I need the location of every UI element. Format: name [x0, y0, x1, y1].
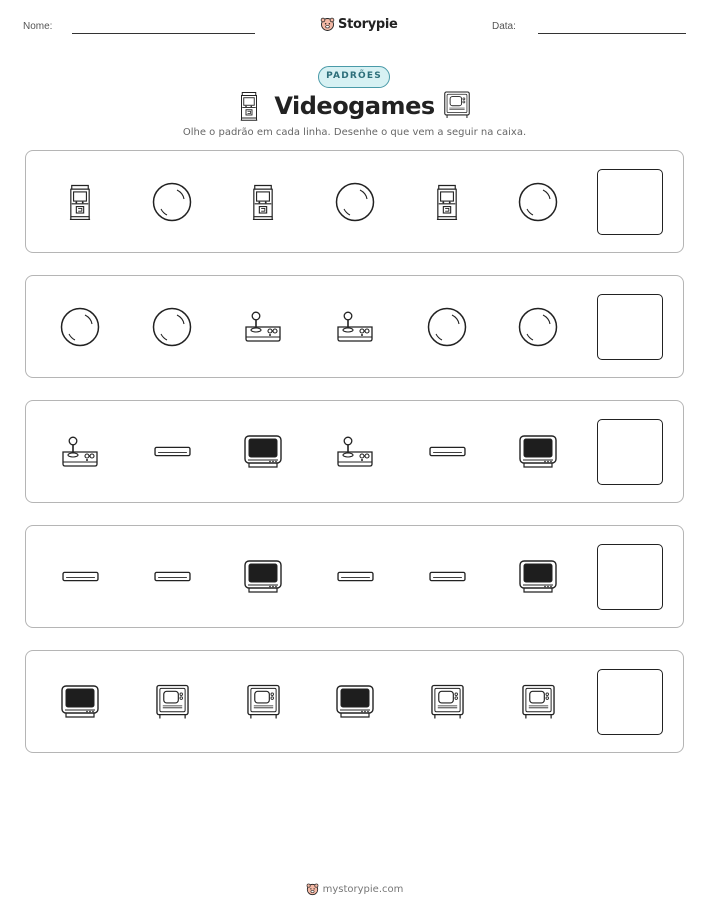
cartridge-icon — [325, 526, 385, 627]
pattern-row — [25, 400, 684, 503]
name-field-line[interactable] — [72, 33, 255, 34]
bubble-icon — [325, 151, 385, 252]
crt-monitor-icon — [233, 526, 293, 627]
instructions: Olhe o padrão em cada linha. Desenhe o que vem a seguir na caixa. — [182, 127, 527, 138]
answer-box[interactable] — [597, 294, 663, 360]
brand-name: Storypie — [338, 16, 398, 32]
mascot-icon — [306, 883, 319, 896]
answer-box[interactable] — [597, 669, 663, 735]
retro-tv-icon — [142, 651, 202, 752]
joystick-icon — [233, 276, 293, 377]
date-field-line[interactable] — [538, 33, 686, 34]
name-label: Nome: — [23, 21, 53, 32]
arcade-cabinet-icon — [417, 151, 477, 252]
crt-monitor-icon — [508, 526, 568, 627]
crt-monitor-icon — [233, 401, 293, 502]
pattern-row — [25, 525, 684, 628]
retro-tv-icon — [444, 91, 470, 119]
brand-logo — [320, 14, 398, 34]
answer-box[interactable] — [597, 544, 663, 610]
arcade-cabinet-icon — [50, 151, 110, 252]
worksheet-header — [0, 14, 709, 44]
arcade-cabinet-icon — [233, 151, 293, 252]
cartridge-icon — [142, 401, 202, 502]
cartridge-icon — [417, 401, 477, 502]
bubble-icon — [508, 151, 568, 252]
mascot-icon — [320, 17, 335, 32]
pattern-row — [25, 150, 684, 253]
bubble-icon — [508, 276, 568, 377]
category-badge: PADRÕES — [318, 66, 390, 88]
cartridge-icon — [142, 526, 202, 627]
joystick-icon — [325, 276, 385, 377]
footer — [0, 880, 709, 898]
joystick-icon — [325, 401, 385, 502]
bubble-icon — [50, 276, 110, 377]
cartridge-icon — [417, 526, 477, 627]
retro-tv-icon — [417, 651, 477, 752]
retro-tv-icon — [508, 651, 568, 752]
bubble-icon — [142, 151, 202, 252]
crt-monitor-icon — [508, 401, 568, 502]
page-title: Videogames — [274, 92, 435, 120]
answer-box[interactable] — [597, 169, 663, 235]
bubble-icon — [417, 276, 477, 377]
pattern-row — [25, 275, 684, 378]
crt-monitor-icon — [50, 651, 110, 752]
pattern-row — [25, 650, 684, 753]
answer-box[interactable] — [597, 419, 663, 485]
joystick-icon — [50, 401, 110, 502]
retro-tv-icon — [233, 651, 293, 752]
bubble-icon — [142, 276, 202, 377]
footer-url: mystorypie.com — [322, 883, 404, 895]
cartridge-icon — [50, 526, 110, 627]
date-label: Data: — [492, 21, 516, 32]
crt-monitor-icon — [325, 651, 385, 752]
